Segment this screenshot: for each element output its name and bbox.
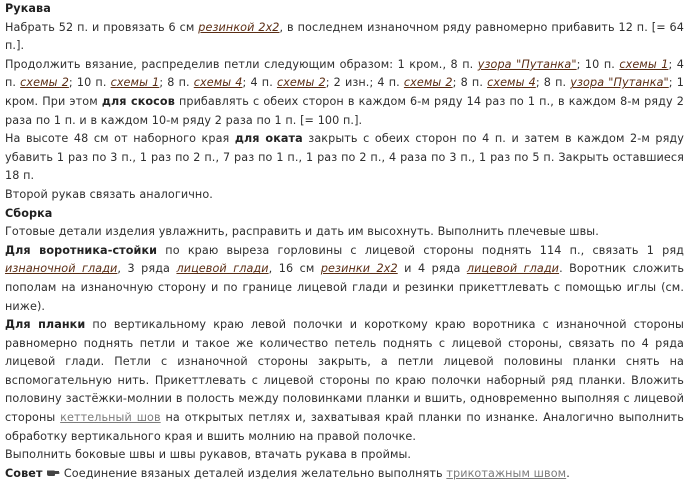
link-stockinette[interactable]: лицевой глади [466, 262, 560, 276]
link-rib-2x2[interactable]: резинки 2х2 [320, 262, 398, 276]
section-title-assembly: Сборка [5, 206, 53, 220]
paragraph-second-sleeve: Второй рукав связать аналогично. [5, 187, 213, 201]
paragraph-placket: Для планки по вертикальному краю левой полочки и короткому краю воротника с изнаночной стороны равномерно поднять петли и такое же количество петель поднять с лицевой стороны, связать по 4 ряда лицевой глади. Петли с изнаночной стороны закрыть, а петли лицевой половины планки снять на вспомогательную нить. Прикеттлевать с лицевой стороны по краю полочки наборный ряд планки. Вложить половину застёжки-молнии в полость между половинками планки и вшить, одновременно выполняя с лицевой стороны кеттельный шов на открытых петлях и, захватывая край планки по изнанке. Аналогично выполнить обработку вертикального края и вшить молнию на правой полочке. [5, 318, 684, 443]
paragraph-tip: Совет Соединение вязаных деталей изделия желательно выполнять трикотажным швом. [5, 465, 684, 484]
bold-sleeve-cap: для оката [234, 132, 303, 146]
link-putanka-pattern[interactable]: узора "Путанка" [570, 76, 669, 90]
link-putanka-pattern[interactable]: узора "Путанка" [477, 57, 577, 71]
link-chart-2[interactable]: схемы 2 [276, 76, 326, 90]
link-chart-2[interactable]: схемы 2 [20, 76, 69, 90]
paragraph-cast-on: Набрать 52 п. и провязать 6 см резинкой 2х2, в последнем изнаночном ряду равномерно прибавить 12 п. [= 64 п.]. [5, 20, 684, 53]
bold-placket: Для планки [5, 318, 86, 332]
bold-tip: Совет [5, 466, 43, 480]
paragraph-collar: Для воротника-стойки по краю выреза горловины с лицевой стороны поднять 114 п., связать 1 ряд изнаночной глади, 3 ряда лицевой глади, 16 см резинки 2х2 и 4 ряда лицевой глади. Воротник сложить пополам на изнаночную сторону и по границе лицевой глади и резинки прикеттлевать с помощью иглы (см. ниже). [5, 243, 685, 313]
bold-collar: Для воротника-стойки [5, 243, 158, 257]
link-kitchener-stitch[interactable]: кеттельный шов [60, 411, 161, 425]
link-reverse-stockinette[interactable]: изнаночной глади [5, 262, 118, 276]
paragraph-blocking: Готовые детали изделия увлажнить, расправить и дать им высохнуть. Выполнить плечевые швы. [5, 225, 599, 239]
link-stockinette[interactable]: лицевой глади [176, 262, 269, 276]
link-chart-2[interactable]: схемы 2 [403, 76, 453, 90]
section-title-sleeves: Рукава [5, 2, 51, 15]
link-chart-1[interactable]: схемы 1 [110, 76, 160, 90]
paragraph-stitch-distribution: Продолжить вязание, распределив петли следующим образом: 1 кром., 8 п. узора "Путанка"; 10 п. схемы 1; 4 п. схемы 2; 10 п. схемы 1; 8 п. схемы 4; 4 п. схемы 2; 2 изн.; 4 п. схемы 2; 8 п. схемы 4; 8 п. узора "Путанка"; 1 кром. При этом для скосов прибавлять с обеих сторон в каждом 6-м ряду 14 раз по 1 п., в каждом 8-м ряду 2 раза по 1 п. и в каждом 10-м ряду 2 раза по 1 п. [= 100 п.]. [5, 57, 684, 127]
link-knit-seam[interactable]: трикотажным швом [446, 466, 567, 480]
link-chart-4[interactable]: схемы 4 [193, 76, 243, 90]
link-chart-1[interactable]: схемы 1 [619, 57, 669, 71]
bold-bevels: для скосов [101, 94, 175, 108]
link-rib-2x2[interactable]: резинкой 2х2 [198, 20, 280, 34]
paragraph-side-seams: Выполнить боковые швы и швы рукавов, втачать рукава в проймы. [5, 448, 412, 462]
pointing-hand-icon [46, 466, 60, 484]
link-chart-4[interactable]: схемы 4 [487, 76, 536, 90]
paragraph-sleeve-cap: На высоте 48 см от наборного края для оката закрыть с обеих сторон по 4 п. и затем в каждом 2-м ряду убавить 1 раз по 3 п., 1 раз по 2 п., 7 раз по 1 п., 1 раз по 2 п., 4 раза по 3 п., 1 раз по 5 п. Закрыть оставшиеся 18 п. [5, 132, 684, 183]
